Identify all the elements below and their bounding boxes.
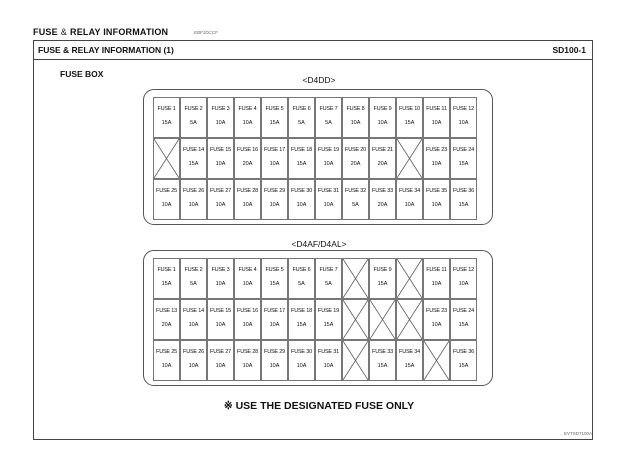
fuse-cell <box>423 97 450 138</box>
fuse-cell <box>342 97 369 138</box>
fuse-rating: 15A <box>269 281 280 287</box>
fuse-name: FUSE 1 <box>157 106 176 112</box>
fuse-rating: 10A <box>242 281 253 287</box>
fuse-rating: 10A <box>323 161 334 167</box>
fuse-rating: 10A <box>161 202 172 208</box>
fuse-rating: 20A <box>377 161 388 167</box>
fuse-name: FUSE 11 <box>426 106 447 112</box>
empty-slot <box>369 299 396 340</box>
fuse-name: FUSE 29 <box>264 349 285 355</box>
fuse-cell <box>180 97 207 138</box>
fuse-rating: 10A <box>404 202 415 208</box>
empty-slot <box>396 299 423 340</box>
fuse-name: FUSE 31 <box>318 188 339 194</box>
document-title-fuse: FUSE <box>33 27 58 37</box>
fuse-name: FUSE 34 <box>399 188 420 194</box>
fuse-rating: 10A <box>242 363 253 369</box>
fuse-rating: 5A <box>325 281 332 287</box>
fuse-rating: 10A <box>242 202 253 208</box>
fuse-name: FUSE 2 <box>184 267 203 273</box>
fuse-cell <box>207 138 234 179</box>
fuse-cell <box>288 299 315 340</box>
fuse-name: FUSE 27 <box>210 349 231 355</box>
unused-slot-cross-icon <box>397 139 422 178</box>
fuse-name: FUSE 23 <box>426 308 447 314</box>
fuse-name: FUSE 6 <box>292 267 311 273</box>
fuse-cell <box>234 97 261 138</box>
fuse-rating: 20A <box>161 322 172 328</box>
empty-slot <box>396 138 423 179</box>
header-page-code: SD100-1 <box>552 45 586 55</box>
fuse-cell <box>207 340 234 381</box>
fuse-name: FUSE 4 <box>238 267 257 273</box>
fuse-cell <box>180 340 207 381</box>
fuse-cell <box>180 299 207 340</box>
fuse-name: FUSE 8 <box>346 106 365 112</box>
fuse-rating: 10A <box>431 120 442 126</box>
fuse-name: FUSE 16 <box>237 308 258 314</box>
fuse-rating: 15A <box>404 120 415 126</box>
fuse-cell <box>315 179 342 220</box>
fuse-cell <box>261 299 288 340</box>
fuse-rating: 15A <box>458 202 469 208</box>
fuse-rating: 10A <box>215 363 226 369</box>
fuse-name: FUSE 36 <box>453 188 474 194</box>
fuse-cell <box>207 97 234 138</box>
fuse-name: FUSE 27 <box>210 188 231 194</box>
fuse-name: FUSE 6 <box>292 106 311 112</box>
fuse-name: FUSE 36 <box>453 349 474 355</box>
fuse-name: FUSE 17 <box>264 308 285 314</box>
fuse-box-label: FUSE BOX <box>60 69 104 79</box>
fuse-name: FUSE 21 <box>372 147 393 153</box>
fuse-cell <box>450 179 477 220</box>
fuse-rating: 10A <box>431 322 442 328</box>
fuse-cell <box>261 258 288 299</box>
fuse-cell <box>234 258 261 299</box>
fuse-rating: 5A <box>352 202 359 208</box>
fuse-rating: 10A <box>269 322 280 328</box>
fuse-name: FUSE 4 <box>238 106 257 112</box>
fuse-rating: 15A <box>269 120 280 126</box>
fuse-cell <box>315 97 342 138</box>
fuse-cell <box>261 179 288 220</box>
fuse-rating: 10A <box>269 363 280 369</box>
fuse-rating: 20A <box>242 161 253 167</box>
fuse-rating: 10A <box>215 202 226 208</box>
fuse-name: FUSE 17 <box>264 147 285 153</box>
fuse-cell <box>396 340 423 381</box>
fuse-rating: 10A <box>458 281 469 287</box>
fuse-rating: 15A <box>296 322 307 328</box>
fuse-rating: 10A <box>188 363 199 369</box>
section-title-d4af-d4al: <D4AF/D4AL> <box>291 239 347 249</box>
fuse-name: FUSE 32 <box>345 188 366 194</box>
fuse-cell <box>180 179 207 220</box>
fuse-name: FUSE 30 <box>291 188 312 194</box>
fuse-rating: 10A <box>323 363 334 369</box>
fuse-rating: 10A <box>188 322 199 328</box>
fuse-cell <box>423 258 450 299</box>
fuse-rating: 15A <box>161 120 172 126</box>
fuse-rating: 15A <box>377 281 388 287</box>
fuse-name: FUSE 19 <box>318 308 339 314</box>
fuse-cell <box>288 97 315 138</box>
document-code: EBF1DCCF <box>194 30 218 35</box>
fuse-name: FUSE 14 <box>183 147 204 153</box>
fuse-rating: 10A <box>215 322 226 328</box>
fuse-cell <box>396 179 423 220</box>
fuse-rating: 10A <box>269 202 280 208</box>
fuse-cell <box>207 179 234 220</box>
fuse-cell <box>342 179 369 220</box>
fuse-name: FUSE 19 <box>318 147 339 153</box>
fuse-name: FUSE 30 <box>291 349 312 355</box>
empty-slot <box>153 138 180 179</box>
fuse-name: FUSE 12 <box>453 106 474 112</box>
fuse-cell <box>288 340 315 381</box>
fuse-rating: 10A <box>377 120 388 126</box>
empty-slot <box>342 340 369 381</box>
fuse-name: FUSE 10 <box>399 106 420 112</box>
fuse-name: FUSE 15 <box>210 308 231 314</box>
fuse-rating: 10A <box>458 120 469 126</box>
fuse-rating: 5A <box>298 281 305 287</box>
fuse-cell <box>153 299 180 340</box>
fuse-name: FUSE 7 <box>319 106 338 112</box>
fuse-cell <box>315 138 342 179</box>
fuse-rating: 10A <box>296 202 307 208</box>
fuse-grid-d4dd <box>153 97 477 220</box>
fuse-name: FUSE 12 <box>453 267 474 273</box>
fuse-cell <box>234 299 261 340</box>
fuse-name: FUSE 29 <box>264 188 285 194</box>
fuse-name: FUSE 26 <box>183 188 204 194</box>
unused-slot-cross-icon <box>397 300 422 339</box>
fuse-cell <box>369 258 396 299</box>
fuse-name: FUSE 31 <box>318 349 339 355</box>
header-title: FUSE & RELAY INFORMATION (1) <box>38 45 174 55</box>
fuse-name: FUSE 34 <box>399 349 420 355</box>
fuse-rating: 5A <box>325 120 332 126</box>
fuse-name: FUSE 35 <box>426 188 447 194</box>
unused-slot-cross-icon <box>397 259 422 298</box>
fuse-cell <box>423 138 450 179</box>
fuse-cell <box>450 97 477 138</box>
footer-code: EVTSD7100A <box>564 431 593 436</box>
fuse-rating: 10A <box>188 202 199 208</box>
fuse-cell <box>207 258 234 299</box>
fuse-rating: 10A <box>269 161 280 167</box>
fuse-name: FUSE 5 <box>265 106 284 112</box>
fuse-cell <box>450 340 477 381</box>
fuse-name: FUSE 3 <box>211 267 230 273</box>
fuse-name: FUSE 20 <box>345 147 366 153</box>
fuse-rating: 10A <box>215 120 226 126</box>
fuse-rating: 10A <box>215 161 226 167</box>
fuse-cell <box>315 258 342 299</box>
fuse-name: FUSE 9 <box>373 267 392 273</box>
fuse-cell <box>450 299 477 340</box>
fuse-rating: 5A <box>298 120 305 126</box>
unused-slot-cross-icon <box>343 259 368 298</box>
fuse-name: FUSE 28 <box>237 188 258 194</box>
unused-slot-cross-icon <box>154 139 179 178</box>
fuse-rating: 10A <box>323 202 334 208</box>
fuse-cell <box>288 179 315 220</box>
fuse-cell <box>369 179 396 220</box>
empty-slot <box>342 258 369 299</box>
frame-header <box>34 41 592 60</box>
document-title-ampersand: & <box>60 27 68 37</box>
fuse-name: FUSE 33 <box>372 349 393 355</box>
fuse-rating: 10A <box>242 322 253 328</box>
fuse-cell <box>180 138 207 179</box>
fuse-name: FUSE 26 <box>183 349 204 355</box>
unused-slot-cross-icon <box>343 300 368 339</box>
fuse-rating: 10A <box>431 281 442 287</box>
fuse-name: FUSE 1 <box>157 267 176 273</box>
fuse-rating: 15A <box>188 161 199 167</box>
fuse-cell <box>423 299 450 340</box>
fuse-cell <box>450 258 477 299</box>
fuse-name: FUSE 23 <box>426 147 447 153</box>
fuse-name: FUSE 7 <box>319 267 338 273</box>
fuse-rating: 10A <box>296 363 307 369</box>
fuse-rating: 15A <box>296 161 307 167</box>
fuse-name: FUSE 25 <box>156 349 177 355</box>
fuse-cell <box>261 97 288 138</box>
fuse-rating: 15A <box>458 322 469 328</box>
fuse-cell <box>288 258 315 299</box>
fuse-cell <box>315 299 342 340</box>
fuse-cell <box>234 340 261 381</box>
fuse-cell <box>396 97 423 138</box>
empty-slot <box>342 299 369 340</box>
unused-slot-cross-icon <box>424 341 449 380</box>
fuse-cell <box>153 340 180 381</box>
fuse-rating: 10A <box>242 120 253 126</box>
fuse-cell <box>261 340 288 381</box>
document-title-relay-information: RELAY INFORMATION <box>70 27 169 37</box>
fuse-name: FUSE 16 <box>237 147 258 153</box>
empty-slot <box>396 258 423 299</box>
fuse-rating: 10A <box>161 363 172 369</box>
unused-slot-cross-icon <box>370 300 395 339</box>
fuse-rating: 10A <box>215 281 226 287</box>
fuse-name: FUSE 15 <box>210 147 231 153</box>
fuse-cell <box>369 340 396 381</box>
fuse-rating: 15A <box>323 322 334 328</box>
document-title <box>33 27 168 37</box>
designated-fuse-notice: ※ USE THE DESIGNATED FUSE ONLY <box>223 400 415 412</box>
fuse-cell <box>450 138 477 179</box>
fuse-name: FUSE 11 <box>426 267 447 273</box>
fuse-rating: 15A <box>458 161 469 167</box>
fuse-name: FUSE 9 <box>373 106 392 112</box>
fuse-cell <box>315 340 342 381</box>
fuse-name: FUSE 18 <box>291 147 312 153</box>
fuse-rating: 10A <box>431 161 442 167</box>
fuse-rating: 5A <box>190 120 197 126</box>
unused-slot-cross-icon <box>343 341 368 380</box>
fuse-name: FUSE 24 <box>453 308 474 314</box>
fuse-name: FUSE 18 <box>291 308 312 314</box>
fuse-name: FUSE 2 <box>184 106 203 112</box>
fuse-cell <box>153 179 180 220</box>
fuse-name: FUSE 33 <box>372 188 393 194</box>
fuse-name: FUSE 25 <box>156 188 177 194</box>
fuse-rating: 20A <box>350 161 361 167</box>
fuse-rating: 15A <box>161 281 172 287</box>
fuse-grid-d4af-d4al <box>153 258 477 381</box>
fuse-cell <box>261 138 288 179</box>
fuse-cell <box>180 258 207 299</box>
fuse-name: FUSE 13 <box>156 308 177 314</box>
fuse-rating: 15A <box>458 363 469 369</box>
fuse-cell <box>207 299 234 340</box>
fuse-name: FUSE 14 <box>183 308 204 314</box>
fuse-cell <box>342 138 369 179</box>
fuse-cell <box>153 258 180 299</box>
fuse-cell <box>369 97 396 138</box>
fuse-rating: 5A <box>190 281 197 287</box>
fuse-cell <box>288 138 315 179</box>
fuse-rating: 10A <box>350 120 361 126</box>
fuse-name: FUSE 24 <box>453 147 474 153</box>
fuse-cell <box>423 179 450 220</box>
section-title-d4dd: <D4DD> <box>302 75 336 85</box>
fuse-cell <box>234 179 261 220</box>
fuse-rating: 10A <box>431 202 442 208</box>
fuse-rating: 15A <box>377 363 388 369</box>
fuse-cell <box>369 138 396 179</box>
fuse-rating: 15A <box>404 363 415 369</box>
fuse-name: FUSE 3 <box>211 106 230 112</box>
fuse-rating: 20A <box>377 202 388 208</box>
fuse-name: FUSE 28 <box>237 349 258 355</box>
fuse-cell <box>153 97 180 138</box>
fuse-name: FUSE 5 <box>265 267 284 273</box>
fuse-cell <box>234 138 261 179</box>
empty-slot <box>423 340 450 381</box>
